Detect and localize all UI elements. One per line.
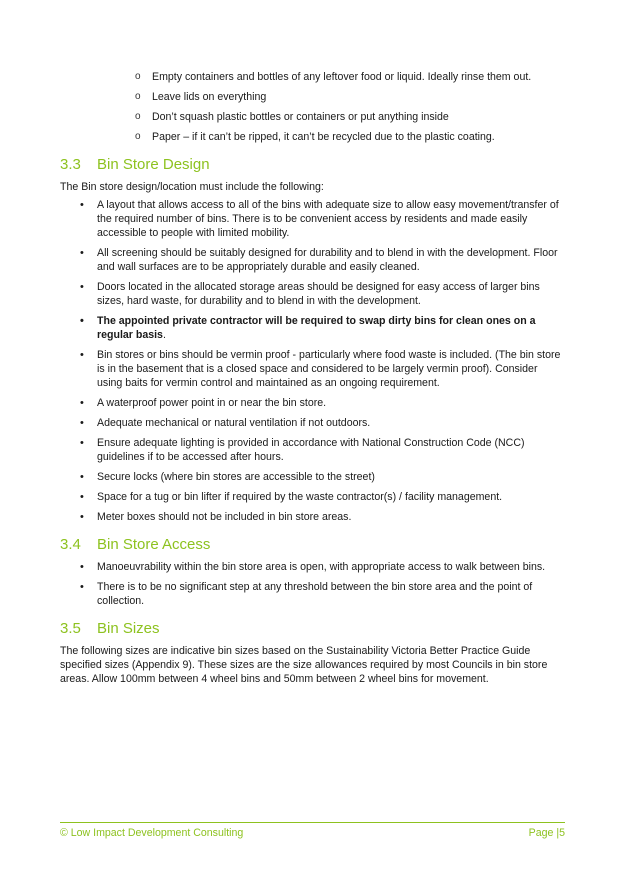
bullet-icon: • [80,491,84,503]
footer-copyright: © Low Impact Development Consulting [60,827,244,839]
circle-bullet-icon: o [135,131,141,142]
footer-page-number: Page |5 [528,827,565,839]
bullet-icon: • [80,561,84,573]
section-intro: The Bin store design/location must include the following: [60,181,324,193]
bin-store-access-list [80,560,565,608]
bin-store-design-list [80,198,565,524]
section-heading-bin-store-access [60,536,565,554]
section-title: Bin Sizes [97,620,160,637]
list-item: • Space for a tug or bin lifter if required by the waste contractor(s) / facility management. [80,491,503,503]
bullet-icon: • [80,349,84,361]
section-number: 3.4 [60,536,81,553]
section-heading-bin-sizes [60,620,565,638]
list-item: • A layout that allows access to all of the bins with adequate size to allow easy movement/transfer of the required number of bins. There is to be convenient access by residents and made easily accessible to people with limited mobility. [80,199,559,239]
section-heading-bin-store-design [60,156,565,174]
list-item: o Leave lids on everything [135,91,267,103]
list-item: • A waterproof power point in or near the bin store. [80,397,327,409]
list-item: • Meter boxes should not be included in bin store areas. [80,511,352,523]
bullet-icon: • [80,437,84,449]
bullet-icon: • [80,281,84,293]
bullet-icon: • [80,199,84,211]
page-footer [60,822,565,839]
bullet-icon: • [80,247,84,259]
list-item: • Secure locks (where bin stores are accessible to the street) [80,471,375,483]
bullet-icon: • [80,581,84,593]
list-item: o Empty containers and bottles of any leftover food or liquid. Ideally rinse them out. [135,71,532,83]
section-number: 3.5 [60,620,81,637]
list-item: • Ensure adequate lighting is provided in accordance with National Construction Code (NCC) guidelines if to be accessed after hours. [80,437,525,463]
list-item: o Don’t squash plastic bottles or containers or put anything inside [135,111,449,123]
circle-bullet-icon: o [135,91,141,102]
bullet-icon: • [80,417,84,429]
list-item: • Bin stores or bins should be vermin proof - particularly where food waste is included. (The bin store is in the basement that is a closed space and considered to be largely vermin proof). Consider using baits for vermin control and maintained as an ongoing requirement. [80,349,561,389]
list-item-bold: • The appointed private contractor will be required to swap dirty bins for clean ones on a regular basis. [80,315,536,341]
bullet-icon: • [80,471,84,483]
bullet-icon: • [80,397,84,409]
list-item: o Paper – if it can’t be ripped, it can’t be recycled due to the plastic coating. [135,131,495,143]
circle-bullet-icon: o [135,71,141,82]
list-item: • There is to be no significant step at any threshold between the bin store area and the point of collection. [80,581,533,607]
page-content [60,70,565,690]
list-item: • Adequate mechanical or natural ventilation if not outdoors. [80,417,371,429]
section-number: 3.3 [60,156,81,173]
section-title: Bin Store Design [97,156,210,173]
section-title: Bin Store Access [97,536,211,553]
list-item: • All screening should be suitably designed for durability and to blend in with the development. Floor and wall surfaces are to be appropriately durable and easily cleaned. [80,247,558,273]
list-item: • Manoeuvrability within the bin store area is open, with appropriate access to walk between bins. [80,561,546,573]
circle-bullet-icon: o [135,111,141,122]
bullet-icon: • [80,511,84,523]
list-item: • Doors located in the allocated storage areas should be designed for easy access of larger bins sizes, hard waste, for durability and to blend in with the development. [80,281,540,307]
intro-sub-list [135,70,565,144]
bullet-icon: • [80,315,84,327]
bin-sizes-paragraph: The following sizes are indicative bin sizes based on the Sustainability Victoria Better Practice Guide specified sizes (Appendix 9). These sizes are the size allowances required by most Councils in bin store areas. Allow 100mm between 4 wheel bins and 50mm between 2 wheel bins for movement. [60,645,548,685]
